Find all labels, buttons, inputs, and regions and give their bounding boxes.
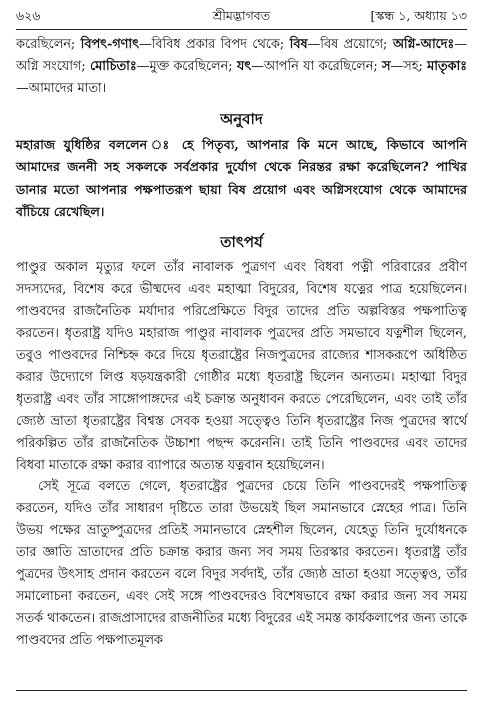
synonym-meaning: —বিবিধ প্রকার বিপদ থেকে; <box>138 37 285 52</box>
translation-heading: অনুবাদ <box>220 109 263 128</box>
purport-paragraph: পাণ্ডুর অকাল মৃত্যুর ফলে তাঁর নাবালক পুত্রগণ এবং বিধবা পত্নী পরিবারের প্রবীণ সদস্যদের, বিশেষ করে ভীষ্মদেব এবং মহাত্মা বিদুরের, বিশেষ যত্নের পাত্র হয়েছিলেন। পাণ্ডবদের রাজনৈতিক মর্যাদার পরিপ্রেক্ষিতে বিদুর তাদের প্রতি অল্পবিস্তর পক্ষপাতিত্ব করতেন। ধৃতরাষ্ট্র যদিও মহারাজ পাণ্ডুর নাবালক পুত্রদের প্রতি সমভাবে যত্নশীল ছিলেন, তবুও পাণ্ডবদের নিশ্চিহ্ন করে দিয়ে ধৃতরাষ্ট্রের নিজপুত্রদের রাজ্যের শাসকরূপে অধিষ্ঠিত করার উদ্যোগে লিপ্ত ষড়যন্ত্রকারী গোষ্ঠীর মধ্যে ধৃতরাষ্ট্র ছিলেন অন্যতম। মহাত্মা বিদুর ধৃতরাষ্ট্র এবং তাঁর সাঙ্গোপাঙ্গদের এই চক্রান্ত অনুধাবন করতে পেরেছিলেন, এবং তাই তাঁর জ্যেষ্ঠ ভ্রাতা ধৃতরাষ্ট্রের বিশ্বস্ত সেবক হওয়া সত্ত্বেও তিনি ধৃতরাষ্ট্রের নিজ পুত্রদের স্বার্থে পরিকল্পিত তাঁর রাজনৈতিক উচ্চাশা পছন্দ করেননি। তাই তিনি পাণ্ডবদের এবং তাদের বিধবা মাতাকে রক্ষা করার ব্যাপারে অত্যন্ত যত্নবান হয়েছিলেন। <box>16 260 467 473</box>
synonym-word: মাতৃকাঃ <box>427 58 467 74</box>
page-number: ৬২৬ <box>16 8 41 23</box>
synonym-meaning: —আমাদের মাতা। <box>16 80 107 96</box>
translation-paragraph: মহারাজ যুধিষ্ঠির বললেন ঃ হে পিতৃব্য, আপনার কি মনে আছে, কিভাবে আপনি আমাদের জননী সহ সকলকে সর্বপ্রকার দুর্যোগ থেকে নিরন্তর রক্ষা করেছিলেন? পাখির ডানার মতো আপনার পক্ষপাতরূপ ছায়া বিষ প্রয়োগ এবং অগ্নিসংযোগ থেকে আমাদের বাঁচিয়ে রেখেছিল। <box>16 136 467 219</box>
synonym-word: স <box>382 58 391 74</box>
purport-heading: তাৎপর্য <box>220 233 263 252</box>
synonym-word: অগ্নি-আদেঃ <box>392 37 455 52</box>
book-title: শ্রীমদ্ভাগবত <box>212 8 271 23</box>
synonym-meaning: —আপনি যা করেছিলেন; <box>251 58 378 74</box>
synonym-meaning: —বিষ প্রয়োগে; <box>307 37 388 52</box>
chapter-location: [স্কন্ধ ১, অধ্যায় ১৩ <box>370 8 467 23</box>
synonym-meaning: —সহ; <box>390 58 423 74</box>
purport-paragraph: সেই সূত্রে বলতে গেলে, ধৃতরাষ্ট্রের পুত্রদের চেয়ে তিনি পাণ্ডবদেরই পক্ষপাতিত্ব করতেন, যদিও তাঁর সাধারণ দৃষ্টিতে তারা উভয়েই ছিল সমানভাবে স্নেহের পাত্র। তিনি উভয় পক্ষের ভ্রাতুষ্পুত্রদের প্রতিই সমানভাবে স্নেহশীল ছিলেন, যেহেতু তিনি দুর্যোধনকে তার জ্ঞাতি ভ্রাতাদের প্রতি চক্রান্ত করার জন্য সব সময় তিরস্কার করতেন। ধৃতরাষ্ট্র তাঁর পুত্রদের উৎসাহ প্রদান করতেন বলে বিদুর সর্বদাই, তাঁর জ্যেষ্ঠ ভ্রাতা হওয়া সত্ত্বেও, তাঁর সমালোচনা করতেন, এবং সেই সঙ্গে পাণ্ডবদেরও বিশেষভাবে রক্ষা করার জন্য সব সময় সতর্ক থাকতেন। রাজপ্রাসাদের রাজনীতির মধ্যে বিদুরের এই সমস্ত কার্যকলাপের জন্য তাকে পাণ্ডবদের প্রতি পক্ষপাতমূলক <box>16 479 467 648</box>
footer-rule <box>16 690 467 691</box>
synonym-meaning: —অগ্নি সংযোগ; <box>16 37 467 74</box>
header-rule <box>16 29 467 30</box>
synonym-word: যৎ <box>236 58 252 74</box>
running-header <box>16 8 467 28</box>
synonym-meaning: করেছিলেন; <box>16 37 76 52</box>
synonym-meaning: —মুক্ত করেছিলেন; <box>136 58 233 74</box>
synonym-word: মোচিতাঃ <box>89 58 137 74</box>
synonyms-paragraph <box>16 34 467 100</box>
synonym-word: বিষ <box>289 37 308 52</box>
page-body <box>16 34 467 652</box>
synonym-word: বিপৎ-গণাৎ <box>80 37 139 52</box>
